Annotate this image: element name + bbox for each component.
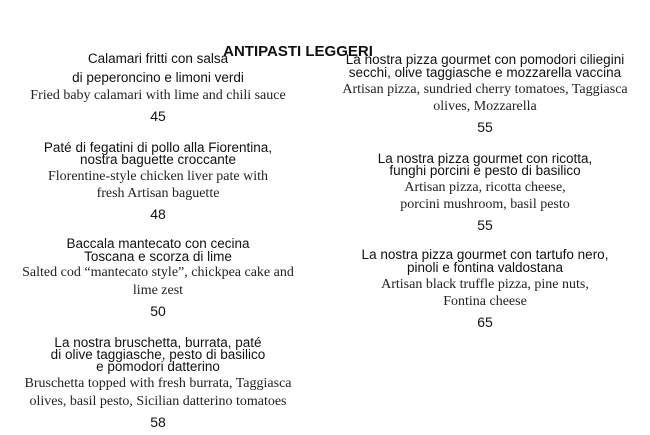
item-name-it: secchi, olive taggiasche e mozzarella vaccina	[348, 65, 622, 80]
item-name-it: La nostra pizza gourmet con ricotta,	[377, 151, 593, 166]
item-name-it: Paté di fegatini di pollo alla Fiorentina,	[43, 140, 273, 155]
item-desc-en: Artisan black truffle pizza, pine nuts,	[381, 277, 589, 292]
item-name-it: La nostra bruschetta, burrata, paté	[54, 335, 262, 350]
item-name-it: La nostra pizza gourmet con pomodori ciliegini	[345, 52, 625, 67]
item-name-it: nostra baguette croccante	[79, 152, 237, 167]
item-price: 58	[150, 414, 166, 430]
item-desc-en: lime zest	[132, 283, 184, 298]
item-price: 45	[150, 108, 166, 124]
item-desc-en: olives, basil pesto, Sicilian datterino tomatoes	[29, 394, 287, 409]
item-desc-en: porcini mushroom, basil pesto	[400, 197, 570, 212]
item-desc-en: Florentine-style chicken liver pate with	[47, 169, 269, 184]
item-price: 55	[477, 119, 493, 135]
item-name-it: pinoli e fontina valdostana	[406, 260, 564, 275]
item-desc-en: Fried baby calamari with lime and chili sauce	[30, 88, 286, 103]
item-name-it: e pomodori datterino	[96, 359, 220, 374]
item-price: 50	[150, 303, 166, 319]
item-name-it: di olive taggiasche, pesto di basilico	[50, 347, 266, 362]
item-desc-en: olives, Mozzarella	[433, 99, 537, 114]
menu-section-title: ANTIPASTI LEGGERI	[223, 43, 373, 60]
item-desc-en: fresh Artisan baguette	[96, 186, 220, 201]
item-price: 48	[150, 206, 166, 222]
item-name-it: Baccala mantecato con cecina	[66, 236, 250, 251]
item-desc-en: Artisan pizza, sundried cherry tomatoes, Taggiasca	[342, 82, 628, 97]
item-name-it: di peperoncino e limoni verdi	[72, 70, 244, 85]
item-desc-en: Artisan pizza, ricotta cheese,	[404, 180, 566, 195]
item-name-it: Calamari fritti con salsa	[87, 51, 229, 66]
item-price: 55	[477, 217, 493, 233]
item-name-it: La nostra pizza gourmet con tartufo nero,	[361, 247, 609, 262]
item-desc-en: Salted cod “mantecato style”, chickpea cake and	[22, 265, 294, 280]
item-name-it: funghi porcini e pesto di basilico	[389, 163, 581, 178]
item-desc-en: Bruschetta topped with fresh burrata, Taggiasca	[24, 376, 292, 391]
item-desc-en: Fontina cheese	[443, 294, 527, 309]
item-price: 65	[477, 314, 493, 330]
item-name-it: Toscana e scorza di lime	[84, 249, 232, 264]
